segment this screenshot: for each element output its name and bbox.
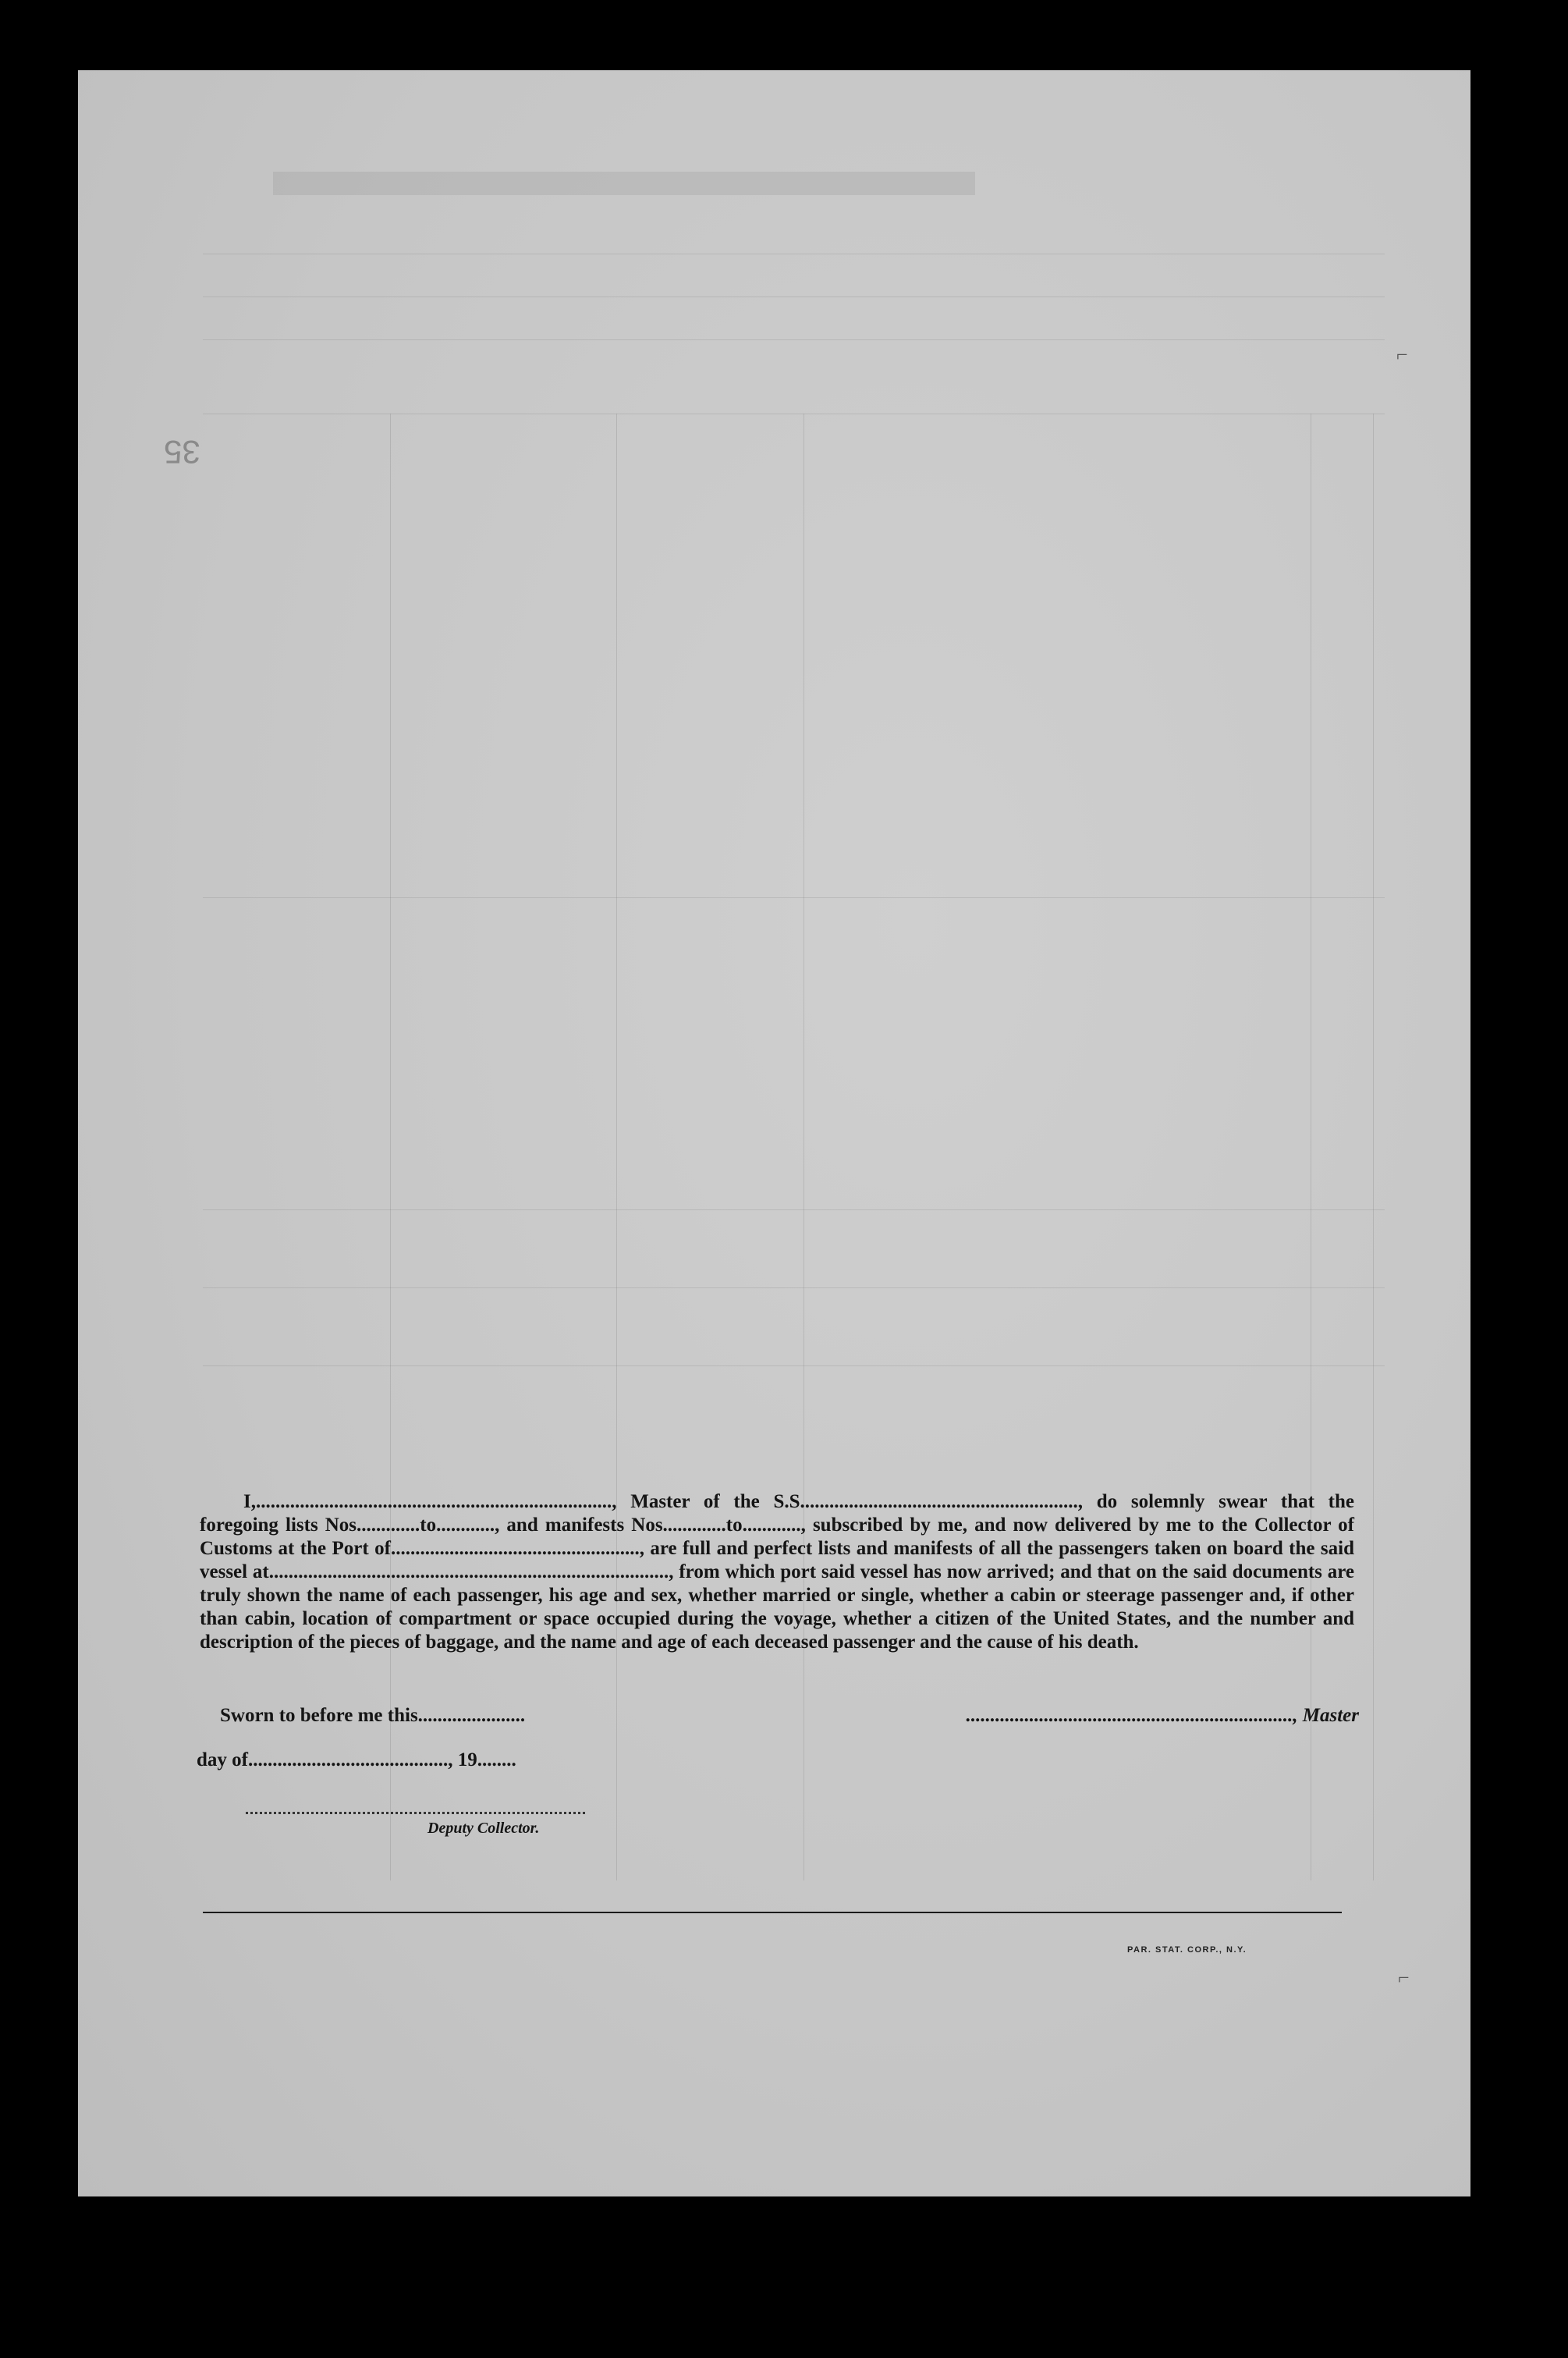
faded-column-line [616, 414, 617, 1880]
faded-ruling-line [203, 1209, 1385, 1210]
deputy-collector-label: Deputy Collector. [427, 1820, 540, 1837]
deputy-collector-signature-line [246, 1812, 585, 1814]
printer-imprint: PAR. STAT. CORP., N.Y. [1127, 1945, 1247, 1955]
faded-header-title [273, 172, 975, 195]
manifest-page [78, 70, 1470, 2196]
oath-text: I,........................................................................., Master of the S.S........................................................., do solemnly swear that the foregoing lists Nos.............to............, and manifests Nos.............to............, subscribed by me, and now delivered by me to the Collector of Customs at the Port of..................................................., are full and perfect lists and manifests of all the passengers taken on board the said vessel at.................................................................................., from which port said vessel has now arrived; and that on the said documents are truly shown the name of each passenger, his age and sex, whether married or single, whether a cabin or steerage passenger and, if other than cabin, location of compartment or space occupied during the voyage, whether a citizen of the United States, and the number and description of the pieces of baggage, and the name and age of each deceased passenger and the cause of his death. [200, 1491, 1354, 1653]
margin-mark-icon: ⌐ [1398, 1966, 1410, 1989]
faded-column-line [1373, 414, 1374, 1880]
faded-column-line [390, 414, 391, 1880]
master-signature-line: ..................................................................., Master [966, 1705, 1359, 1726]
faded-ruling-line [203, 1287, 1385, 1288]
sworn-before-line: Sworn to before me this...................... [220, 1705, 526, 1726]
faded-ruling-line [203, 1365, 1385, 1366]
bottom-rule [203, 1912, 1342, 1913]
oath-paragraph [200, 1490, 1354, 1654]
day-of-line: day of........................................., 19........ [197, 1749, 516, 1770]
faded-ruling-line [203, 339, 1385, 340]
faded-ruling-line [203, 897, 1385, 898]
page-number: 35 [164, 434, 200, 471]
margin-mark-icon: ⌐ [1396, 343, 1408, 366]
